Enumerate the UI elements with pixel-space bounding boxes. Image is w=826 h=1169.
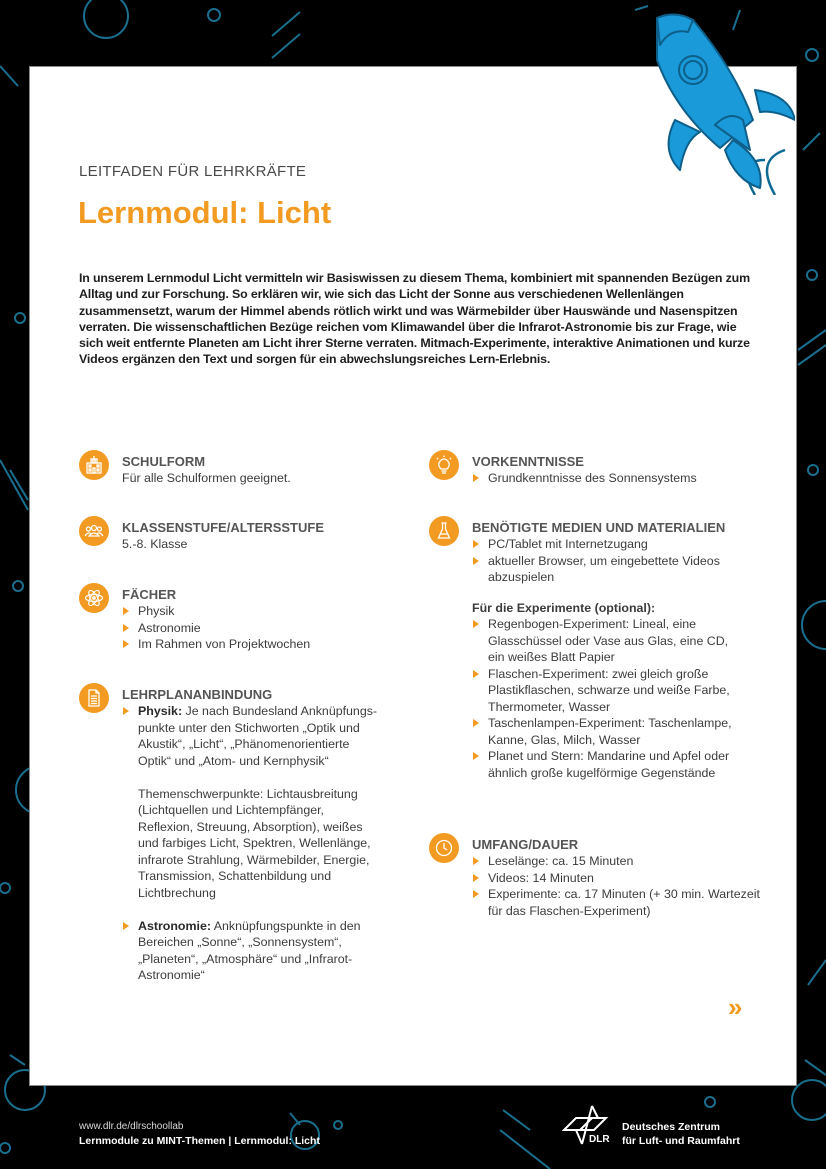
medien-heading: BENÖTIGTE MEDIEN UND MATERIALIEN — [472, 520, 726, 535]
next-page-chevron-icon[interactable]: » — [728, 992, 743, 1022]
themen-text: Themenschwerpunkte: Lichtausbreitung (Lichtquellen und Lichtempfänger, Reflexion, Streuung, Absorption), weißes und farbiges Licht, Spektren, Wellenlänge, infrarote Strahlung, Wärmebilder, Energie, Transmission, Schattenbildung und Lichtbrechung — [138, 786, 371, 900]
list-item: Grundkenntnisse des Sonnensystems — [472, 470, 772, 487]
faecher-list — [122, 603, 412, 653]
page-title: Lernmodul: Licht — [78, 195, 332, 230]
list-item: aktueller Browser, um eingebettete Videos abzuspielen — [472, 553, 762, 586]
list-item-physik — [122, 703, 380, 901]
experiments-subheading: Für die Experimente (optional): — [472, 600, 656, 615]
lehrplan-list — [122, 703, 380, 984]
lehrplan-heading: LEHRPLANANBINDUNG — [122, 687, 273, 702]
umfang-list — [472, 853, 762, 919]
logo-abbr: DLR — [589, 1134, 610, 1145]
list-item: Experimente: ca. 17 Minuten (+ 30 min. Wartezeit für das Flaschen-Experiment) — [472, 886, 762, 919]
list-item: Im Rahmen von Projektwochen — [122, 636, 412, 653]
vorkenntnisse-heading: VORKENNTNISSE — [472, 454, 584, 469]
list-item: Taschenlampen-Experiment: Taschenlampe, Kanne, Glas, Milch, Wasser — [472, 715, 747, 748]
school-building-icon — [79, 450, 109, 480]
guide-eyebrow: LEITFADEN FÜR LEHRKRÄFTE — [79, 163, 307, 180]
footer-info — [79, 1120, 320, 1148]
list-item: Planet und Stern: Mandarine und Apfel oder ähnlich große kugelförmige Gegenstände — [472, 748, 747, 781]
list-item: Regenbogen-Experiment: Lineal, eine Glasschüssel oder Vase aus Glas, eine CD, ein weißes Blatt Papier — [472, 616, 747, 666]
medien-list — [472, 536, 762, 586]
klassenstufe-heading: KLASSENSTUFE/ALTERSSTUFE — [122, 520, 324, 535]
list-item: PC/Tablet mit Internetzugang — [472, 536, 762, 553]
footer-url-link[interactable]: www.dlr.de/dlrschoollab — [79, 1121, 184, 1132]
astro-text: Anknüpfungspunkte in den Bereichen „Sonne“, „Sonnensystem“, „Planeten“, „Atmosphäre“ und „Infrarot-Astronomie“ — [138, 918, 361, 982]
list-item: Physik — [122, 603, 412, 620]
physik-text: Je nach Bundesland Anknüpfungs-punkte unter den Stichworten „Optik und Akustik“, „Licht“, „Phänomenorientierte Optik“ und „Atom- und Kernphysik“ — [138, 704, 378, 768]
atom-icon — [79, 583, 109, 613]
umfang-heading: UMFANG/DAUER — [472, 837, 579, 852]
footer-title: Lernmodule zu MINT-Themen | Lernmodul: Licht — [79, 1135, 320, 1147]
list-item: Astronomie — [122, 620, 412, 637]
list-item: Leselänge: ca. 15 Minuten — [472, 853, 762, 870]
list-item-astronomie — [122, 918, 380, 984]
logo-line-1: Deutsches Zentrum — [622, 1121, 721, 1133]
clock-icon — [429, 833, 459, 863]
physik-label: Physik: — [138, 704, 183, 718]
klassenstufe-text: 5.-8. Klasse — [122, 537, 188, 551]
faecher-heading: FÄCHER — [122, 587, 177, 602]
logo-line-2: für Luft- und Raumfahrt — [622, 1135, 740, 1147]
lightbulb-icon — [429, 450, 459, 480]
document-icon — [79, 683, 109, 713]
schulform-heading: SCHULFORM — [122, 454, 206, 469]
experiments-list — [472, 616, 747, 781]
schulform-text: Für alle Schulformen geeignet. — [122, 471, 291, 485]
vorkenntnisse-list — [472, 470, 772, 487]
list-item: Flaschen-Experiment: zwei gleich große Plastikflaschen, schwarze und weiße Farbe, Thermometer, Wasser — [472, 666, 747, 716]
dlr-logo — [562, 1104, 762, 1149]
list-item: Videos: 14 Minuten — [472, 870, 762, 887]
rocket-illustration — [655, 10, 795, 195]
flask-icon — [429, 516, 459, 546]
intro-paragraph: In unserem Lernmodul Licht vermitteln wir Basiswissen zu diesem Thema, kombiniert mit spannenden Bezügen zum Alltag und zur Forschung. So erklären wir, wie sich das Licht der Sonne aus verschiedenen Wellenlängen zusammensetzt, warum der Himmel abends rötlich wirkt und was Wärmebilder über Hauswände und Nasenspitzen verraten. Die wissenschaftlichen Bezüge reichen vom Klimawandel über die Infrarot-Astronomie bis zur Frage, wie sich weit entfernte Planeten am Licht ihrer Sterne verraten. Mitmach-Experimente, interaktive Animationen und kurze Videos ergänzen den Text und sorgen für ein abwechslungsreiches Lern-Erlebnis. — [79, 271, 750, 367]
astro-label: Astronomie: — [138, 918, 211, 933]
logo-name — [622, 1120, 740, 1148]
group-icon — [79, 516, 109, 546]
